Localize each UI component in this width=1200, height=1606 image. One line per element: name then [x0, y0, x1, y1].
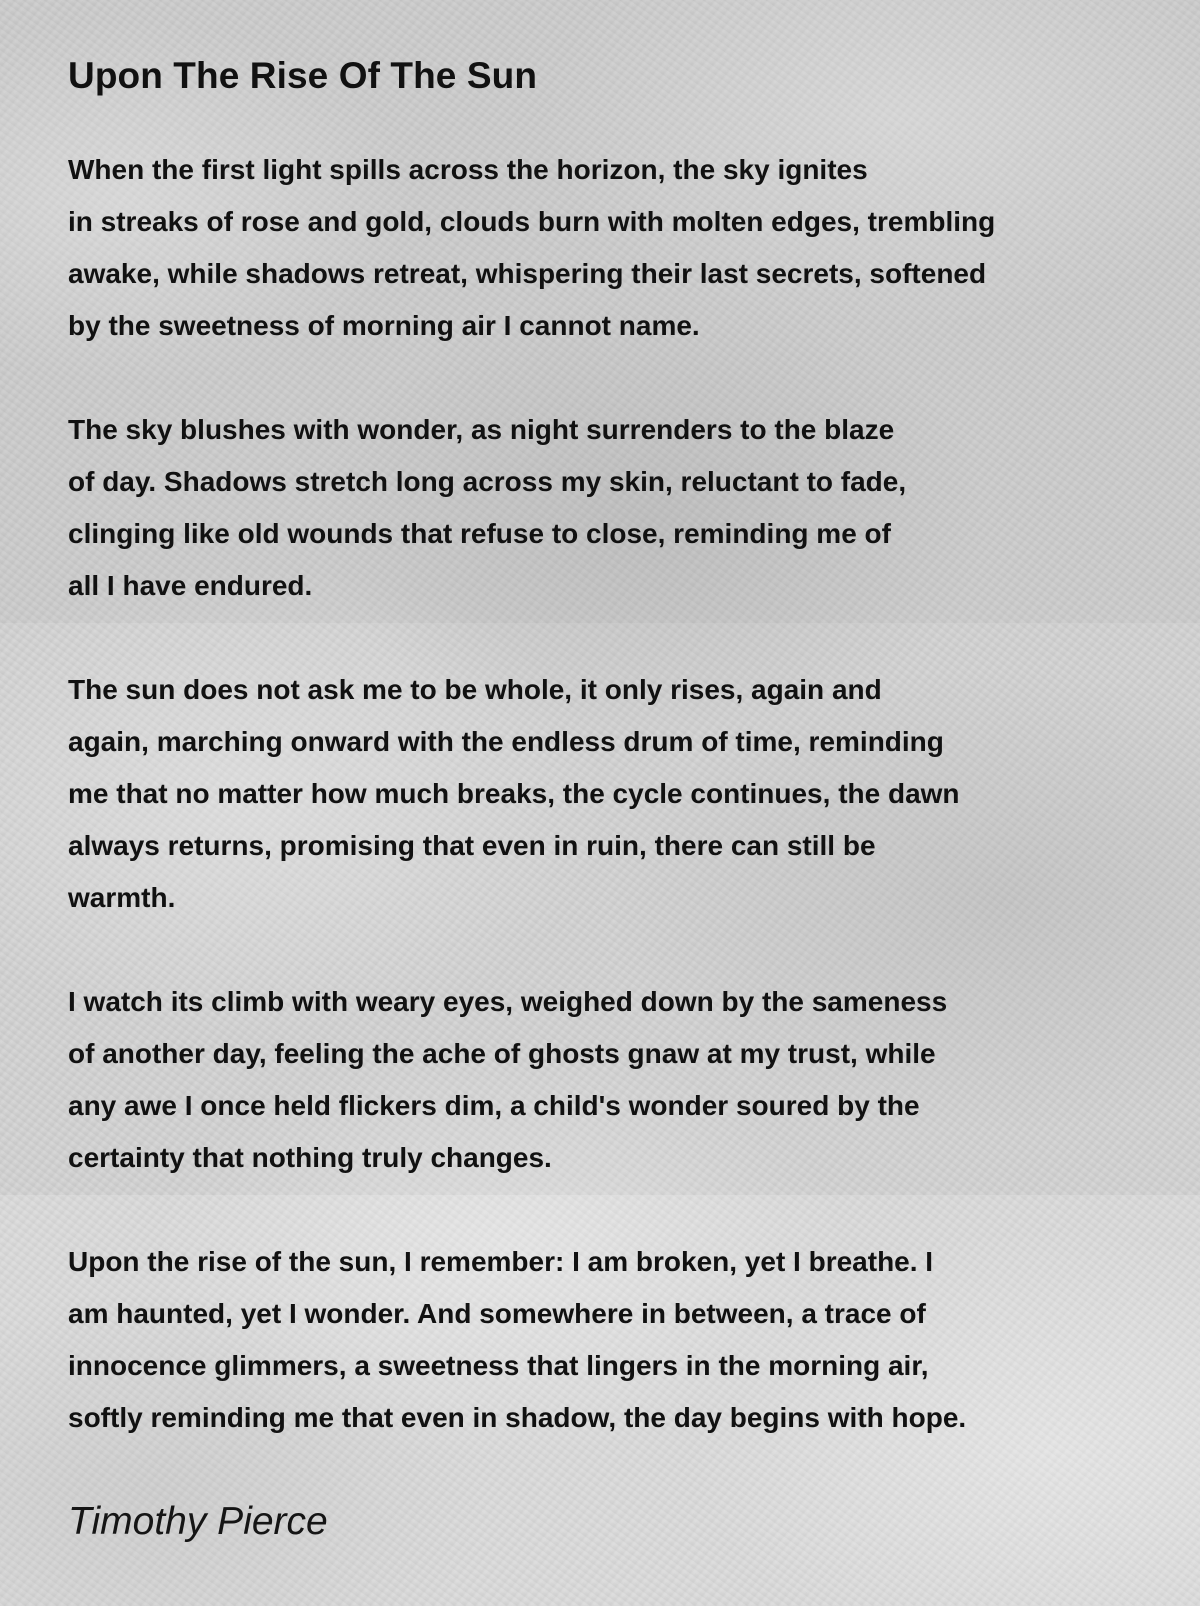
- stanza-3: [68, 664, 1168, 924]
- poem-line: The sun does not ask me to be whole, it only rises, again and: [68, 674, 882, 705]
- poem-line: certainty that nothing truly changes.: [68, 1142, 552, 1173]
- poem-card: [68, 52, 1168, 1548]
- stanza-4: [68, 976, 1168, 1184]
- poem-line: me that no matter how much breaks, the cycle continues, the dawn: [68, 778, 960, 809]
- poem-line: of another day, feeling the ache of ghosts gnaw at my trust, while: [68, 1038, 936, 1069]
- stanza-5: [68, 1236, 1168, 1444]
- poem-line: again, marching onward with the endless drum of time, reminding: [68, 726, 944, 757]
- poem-line: any awe I once held flickers dim, a child's wonder soured by the: [68, 1090, 920, 1121]
- poem-line: awake, while shadows retreat, whispering their last secrets, softened: [68, 258, 987, 289]
- stanza-1: [68, 144, 1168, 352]
- stanza-2: [68, 404, 1168, 612]
- poem-line: am haunted, yet I wonder. And somewhere in between, a trace of: [68, 1298, 926, 1329]
- poem-line: clinging like old wounds that refuse to close, reminding me of: [68, 518, 891, 549]
- poem-line: softly reminding me that even in shadow, the day begins with hope.: [68, 1402, 967, 1433]
- poem-line: all I have endured.: [68, 570, 313, 601]
- poem-author: Timothy Pierce: [68, 1500, 328, 1543]
- poem-line: always returns, promising that even in ruin, there can still be: [68, 830, 876, 861]
- poem-line: When the first light spills across the horizon, the sky ignites: [68, 154, 868, 185]
- poem-line: in streaks of rose and gold, clouds burn with molten edges, trembling: [68, 206, 996, 237]
- poem-line: I watch its climb with weary eyes, weighed down by the sameness: [68, 986, 948, 1017]
- poem-title: Upon The Rise Of The Sun: [68, 55, 538, 96]
- poem-body: [68, 144, 1168, 1444]
- poem-line: innocence glimmers, a sweetness that lingers in the morning air,: [68, 1350, 929, 1381]
- poem-line: Upon the rise of the sun, I remember: I am broken, yet I breathe. I: [68, 1246, 934, 1277]
- poem-line: of day. Shadows stretch long across my skin, reluctant to fade,: [68, 466, 907, 497]
- poem-line: warmth.: [68, 882, 176, 913]
- poem-line: by the sweetness of morning air I cannot name.: [68, 310, 700, 341]
- poem-line: The sky blushes with wonder, as night surrenders to the blaze: [68, 414, 895, 445]
